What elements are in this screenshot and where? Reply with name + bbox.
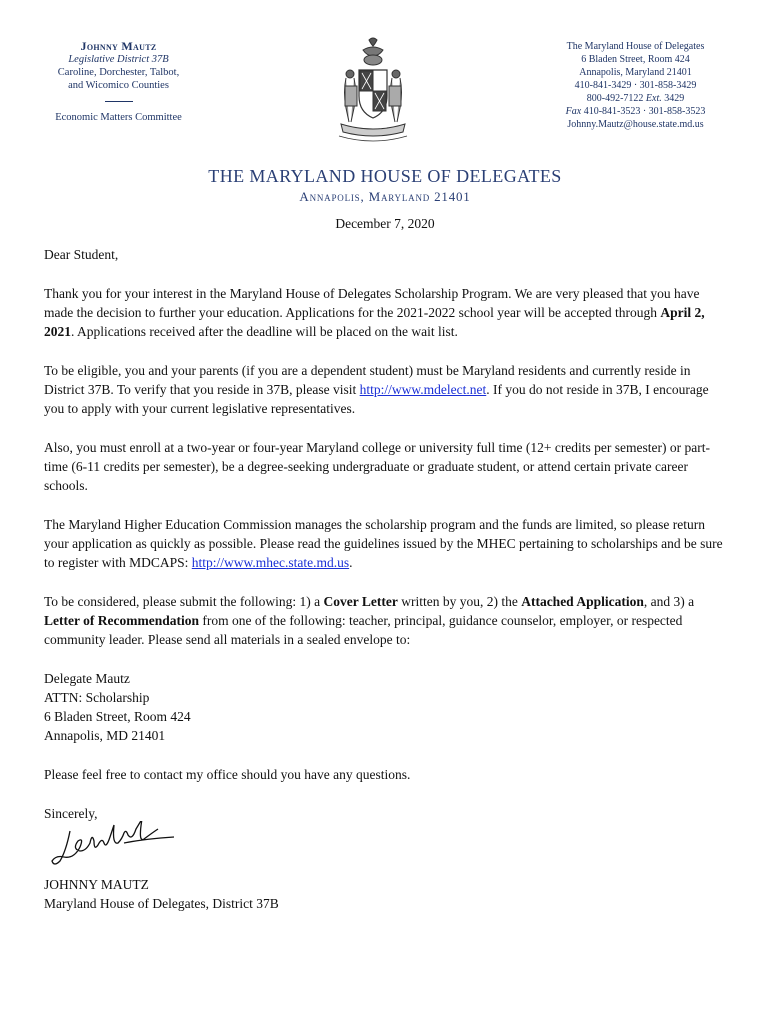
counties-line-2: and Wicomico Counties [68,80,169,91]
divider [105,101,133,102]
letter-body [44,245,728,913]
salutation: Dear Student, [44,247,119,262]
signature-icon [48,821,178,869]
letterhead-left [36,40,201,124]
house-city: Annapolis, Maryland 21401 [299,189,471,204]
office-phone-2: 800-492-7122 Ext. 3429 [586,93,685,104]
address-line: ATTN: Scholarship [44,690,150,705]
signer-name: JOHNNY MAUTZ [44,877,149,892]
office-phone-1: 410-841-3429 · 301-858-3429 [574,80,697,91]
committee-label: Economic Matters Committee [55,112,182,123]
paragraph-eligibility: To be eligible, you and your parents (if you are a dependent student) must be Maryland residents and currently reside in District 37B. To verify that you reside in 37B, please visit http://www.mdelect.net. If you do not reside in 37B, I encourage you to apply with your current legislative representatives. [44,363,709,416]
maryland-seal-icon [333,36,413,148]
mailing-address [44,669,728,745]
district-label: Legislative District 37B [68,54,169,65]
office-name: The Maryland House of Delegates [566,41,705,52]
letter-date: December 7, 2020 [335,216,435,231]
closing: Sincerely, [44,806,98,821]
office-city: Annapolis, Maryland 21401 [579,67,692,78]
address-line: 6 Bladen Street, Room 424 [44,709,191,724]
address-line: Delegate Mautz [44,671,130,686]
contact-line: Please feel free to contact my office should you have any questions. [44,767,411,782]
office-email: Johnny.Mautz@house.state.md.us [567,119,704,130]
counties-line-1: Caroline, Dorchester, Talbot, [57,67,180,78]
mdelect-link[interactable]: http://www.mdelect.net [359,382,487,397]
delegate-name: Johnny Mautz [80,39,157,53]
office-fax: Fax 410-841-3523 · 301-858-3523 [565,106,706,117]
mhec-link[interactable]: http://www.mhec.state.md.us [191,555,350,570]
letterhead-right [548,40,723,131]
paragraph-intro: Thank you for your interest in the Maryland House of Delegates Scholarship Program. We are very pleased that you have made the decision to further your education. Applications for the 2021-2022 school year will be accepted through April 2, 2021. Applications received after the deadline will be placed on the wait list. [44,286,705,339]
signer-title: Maryland House of Delegates, District 37B [44,896,279,911]
deadline-date: April 2, 2021 [44,305,705,339]
paragraph-mhec: The Maryland Higher Education Commission manages the scholarship program and the funds are limited, so please return your application as quickly as possible. Please read the guidelines issued by the MHEC pertaining to scholarships and be sure to register with MDCAPS: http://www.mhec.state.md.us. [44,517,723,570]
paragraph-enrollment: Also, you must enroll at a two-year or four-year Maryland college or university full time (12+ credits per semester) or part-time (6-11 credits per semester), be a degree-seeking undergraduate or graduate student, or attend certain private career schools. [44,440,711,493]
address-line: Annapolis, MD 21401 [44,728,166,743]
house-title: THE MARYLAND HOUSE OF DELEGATES [208,166,562,186]
office-street: 6 Bladen Street, Room 424 [581,54,690,65]
paragraph-requirements: To be considered, please submit the following: 1) a Cover Letter written by you, 2) the Attached Application, and 3) a Letter of Recommendation from one of the following: teacher, principal, guidance counselor, employer, or respected community leader. Please send all materials in a sealed envelope to: [44,594,695,647]
